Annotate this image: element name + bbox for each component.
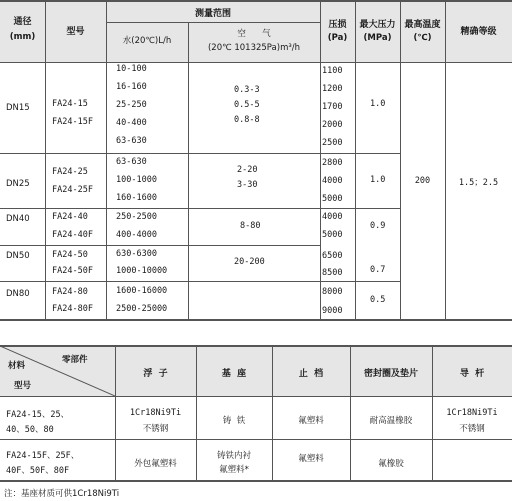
header-range: 测量范围 [194, 9, 231, 19]
water-range-cell: 100-1000 [116, 175, 157, 185]
bore-cell: DN40 [6, 214, 30, 224]
model-cell: FA24-50F [52, 266, 93, 276]
pressure-loss-cell: 8000 [322, 287, 343, 297]
header-max-temp: 最高温度 [404, 20, 441, 30]
header-float: 浮 子 [143, 369, 168, 379]
header-guide-rod: 导 杆 [459, 369, 485, 379]
header-max-pressure: 最大压力 [359, 20, 396, 30]
corner-parts: 零部件 [62, 355, 88, 365]
pressure-loss-cell: 5000 [322, 230, 343, 240]
pressure-loss-cell: 4000 [322, 212, 343, 222]
model-cell: FA24-15F [52, 117, 93, 127]
air-range-cell: 2-20 [237, 165, 258, 175]
model-cell: FA24-40F [52, 230, 93, 240]
max-pressure-cell: 1.0 [370, 99, 386, 109]
water-range-cell: 40-400 [116, 118, 147, 128]
bore-cell: DN80 [6, 289, 30, 299]
water-range-cell: 25-250 [116, 100, 147, 110]
water-range-cell: 1600-16000 [116, 286, 168, 296]
model-cell: FA24-15 [52, 99, 88, 109]
header-pressure-loss-unit: (Pa) [327, 33, 348, 43]
air-range-cell: 0.3-3 [234, 85, 260, 95]
corner-material: 材料 [8, 361, 26, 371]
pressure-loss-cell: 4000 [322, 176, 343, 186]
header-stop: 止 档 [298, 369, 324, 379]
float-material: 1Cr18Ni9Ti [129, 408, 182, 418]
water-range-cell: 2500-25000 [116, 304, 168, 314]
seal-material: 氟橡胶 [378, 459, 404, 469]
material-row-model: 40F、50F、80F [6, 466, 70, 476]
model-cell: FA24-80 [52, 287, 88, 297]
footnote: 注：基座材质可供1Cr18Ni9Ti [4, 489, 120, 499]
air-range-cell: 8-80 [240, 221, 261, 231]
material-row-model: FA24-15F、25F、 [6, 451, 80, 461]
water-range-cell: 250-2500 [116, 212, 157, 222]
pressure-loss-cell: 1700 [322, 102, 343, 112]
material-row-model: 40、50、80 [6, 425, 54, 435]
max-pressure-cell: 0.5 [370, 295, 386, 305]
water-range-cell: 16-160 [116, 82, 147, 92]
header-bore: 通径 [13, 17, 32, 27]
water-range-cell: 63-630 [116, 136, 147, 146]
base-material: 铸 铁 [222, 416, 246, 426]
water-range-cell: 630-6300 [116, 249, 157, 259]
pressure-loss-cell: 6500 [322, 251, 343, 261]
model-cell: FA24-50 [52, 250, 88, 260]
max-temp-cell: 200 [414, 176, 431, 186]
pressure-loss-cell: 9000 [322, 306, 343, 316]
water-range-cell: 400-4000 [116, 230, 157, 240]
header-max-pressure-unit: (MPa) [363, 33, 392, 43]
guide-rod-material: 不锈钢 [459, 424, 485, 434]
model-cell: FA24-25 [52, 167, 88, 177]
pressure-loss-cell: 2000 [322, 120, 343, 130]
stop-material: 氟塑料 [298, 416, 324, 426]
header-bore-unit: (mm) [9, 32, 36, 42]
water-range-cell: 10-100 [116, 64, 147, 74]
header-air-condition: (20℃ 101325Pa)m³/h [207, 43, 301, 53]
base-material: 铸铁内衬 [216, 451, 251, 461]
header-water: 水(20℃)L/h [122, 36, 172, 46]
air-range-cell: 3-30 [237, 180, 258, 190]
air-range-cell: 0.5-5 [234, 100, 260, 110]
accuracy-cell: 1.5；2.5 [458, 178, 499, 188]
bore-cell: DN50 [6, 251, 30, 261]
pressure-loss-cell: 1200 [322, 84, 343, 94]
water-range-cell: 160-1600 [116, 193, 157, 203]
header-seal: 密封圈及垫片 [363, 369, 418, 379]
water-range-cell: 1000-10000 [116, 266, 168, 276]
float-material: 外包氟塑料 [134, 459, 177, 469]
stop-material: 氟塑料 [298, 454, 324, 464]
pressure-loss-cell: 2500 [322, 138, 343, 148]
header-air: 空 气 [237, 29, 271, 39]
header-accuracy: 精确等级 [460, 27, 497, 37]
header-max-temp-unit: (℃) [413, 33, 432, 43]
air-range-cell: 0.8-8 [234, 115, 260, 125]
header-pressure-loss: 压损 [328, 20, 347, 30]
water-range-cell: 63-630 [116, 157, 147, 167]
pressure-loss-cell: 2800 [322, 158, 343, 168]
float-material: 不锈钢 [142, 424, 169, 434]
air-range-cell: 20-200 [234, 257, 265, 267]
header-base: 基 座 [221, 369, 247, 379]
header-model: 型号 [66, 27, 85, 37]
bore-cell: DN25 [6, 179, 30, 189]
pressure-loss-cell: 8500 [322, 268, 343, 278]
guide-rod-material: 1Cr18Ni9Ti [446, 408, 498, 418]
model-cell: FA24-25F [52, 185, 93, 195]
model-cell: FA24-80F [52, 304, 93, 314]
pressure-loss-cell: 5000 [322, 194, 343, 204]
seal-material: 耐高温橡胶 [369, 416, 413, 426]
pressure-loss-cell: 1100 [322, 66, 343, 76]
corner-model: 型号 [14, 381, 32, 391]
max-pressure-cell: 0.7 [370, 265, 386, 275]
bore-cell: DN15 [6, 103, 30, 113]
material-row-model: FA24-15、25、 [6, 410, 70, 420]
base-material: 氟塑料* [219, 465, 249, 475]
max-pressure-cell: 0.9 [370, 221, 386, 231]
max-pressure-cell: 1.0 [370, 175, 386, 185]
model-cell: FA24-40 [52, 212, 88, 222]
